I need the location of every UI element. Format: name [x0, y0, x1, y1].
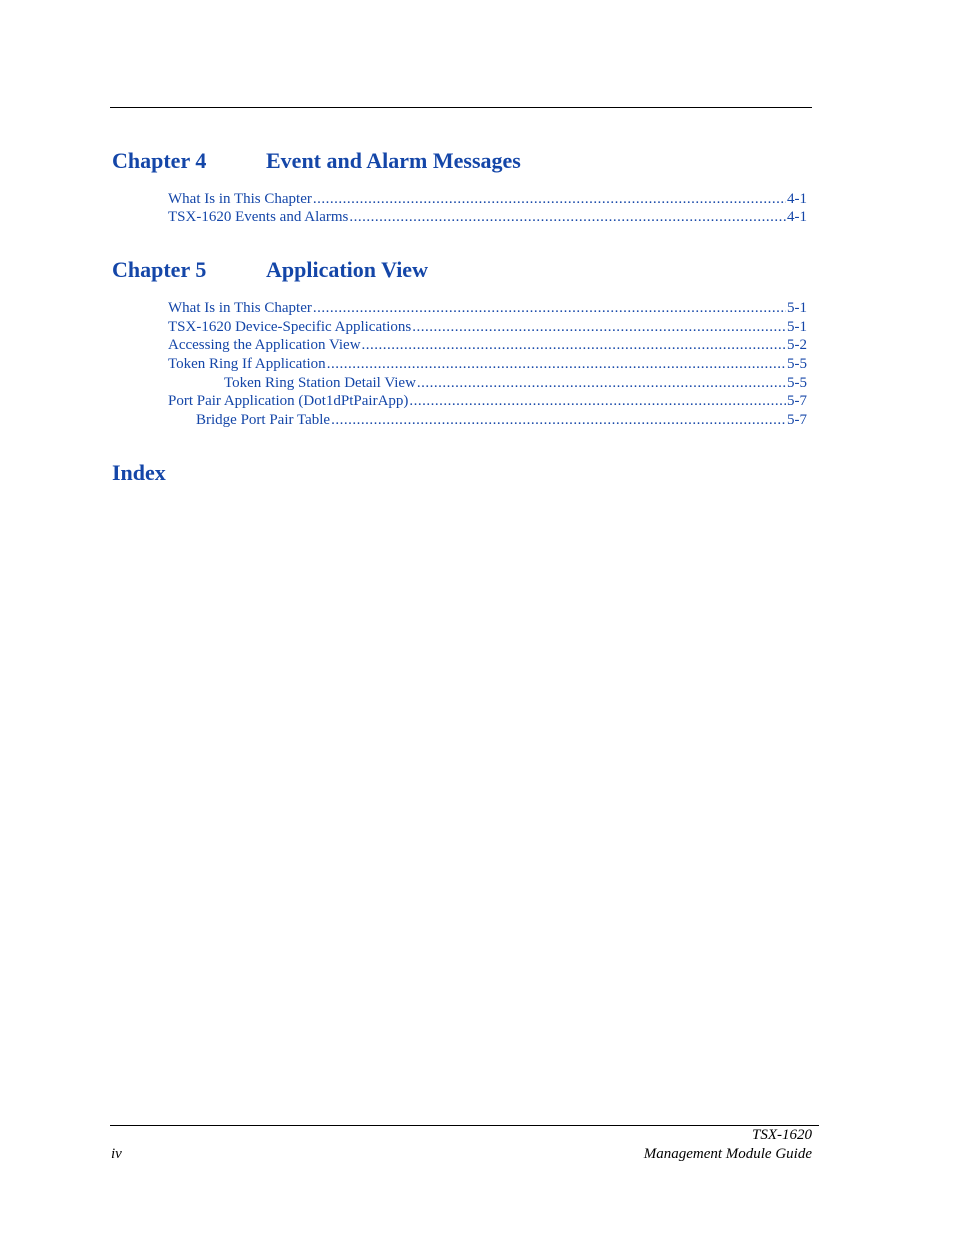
- toc-entry-title: Token Ring If Application: [168, 356, 326, 372]
- top-rule: [110, 107, 812, 108]
- footer-product: TSX-1620: [752, 1127, 812, 1143]
- toc-entry-bridge-port-pair-table[interactable]: [196, 411, 807, 430]
- chapter-4-heading[interactable]: [112, 148, 521, 174]
- dot-leader: [417, 374, 786, 393]
- dot-leader: [313, 190, 786, 209]
- dot-leader: [313, 299, 786, 318]
- dot-leader: [327, 355, 786, 374]
- toc-entry-title: Port Pair Application (Dot1dPtPairApp): [168, 393, 409, 409]
- toc-entry-title: Bridge Port Pair Table: [196, 412, 331, 428]
- chapter-4-title: Event and Alarm Messages: [266, 148, 521, 173]
- toc-entry-port-pair-application[interactable]: [168, 392, 807, 411]
- dot-leader: [362, 336, 786, 355]
- toc-entry-title: Accessing the Application View: [168, 337, 361, 353]
- toc-entry-token-ring-if-application[interactable]: [168, 355, 807, 374]
- toc-entry-what-is-in-this-chapter-4[interactable]: [168, 190, 807, 209]
- chapter-5-heading[interactable]: [112, 257, 428, 283]
- dot-leader: [349, 208, 786, 227]
- toc-entry-page: 4-1: [787, 191, 807, 207]
- toc-entry-title: What Is in This Chapter: [168, 191, 312, 207]
- dot-leader: [412, 318, 786, 337]
- index-title: Index: [112, 460, 166, 485]
- toc-entry-page: 5-1: [787, 300, 807, 316]
- toc-entry-accessing-application-view[interactable]: [168, 336, 807, 355]
- toc-entry-title: What Is in This Chapter: [168, 300, 312, 316]
- index-heading[interactable]: [112, 460, 166, 486]
- toc-entry-page: 5-7: [787, 412, 807, 428]
- toc-entry-page: 5-7: [787, 393, 807, 409]
- toc-entry-title: TSX-1620 Events and Alarms: [168, 209, 349, 225]
- footer-page-number: iv: [111, 1146, 122, 1162]
- toc-entry-page: 5-1: [787, 319, 807, 335]
- toc-entry-title: TSX-1620 Device-Specific Applications: [168, 319, 412, 335]
- toc-entry-page: 4-1: [787, 209, 807, 225]
- chapter-5-number: Chapter 5: [112, 257, 207, 282]
- footer-document-title: [644, 1126, 812, 1164]
- dot-leader: [331, 411, 786, 430]
- chapter-5-title: Application View: [266, 257, 428, 282]
- chapter-4-number: Chapter 4: [112, 148, 207, 173]
- toc-entry-events-and-alarms[interactable]: [168, 208, 807, 227]
- toc-entry-page: 5-2: [787, 337, 807, 353]
- toc-entry-device-specific-applications[interactable]: [168, 318, 807, 337]
- footer-guide: Management Module Guide: [643, 1146, 812, 1162]
- toc-entry-what-is-in-this-chapter-5[interactable]: [168, 299, 807, 318]
- toc-entry-title: Token Ring Station Detail View: [224, 375, 416, 391]
- dot-leader: [409, 392, 786, 411]
- toc-entry-token-ring-station-detail-view[interactable]: [224, 374, 807, 393]
- toc-entry-page: 5-5: [787, 375, 807, 391]
- toc-entry-page: 5-5: [787, 356, 807, 372]
